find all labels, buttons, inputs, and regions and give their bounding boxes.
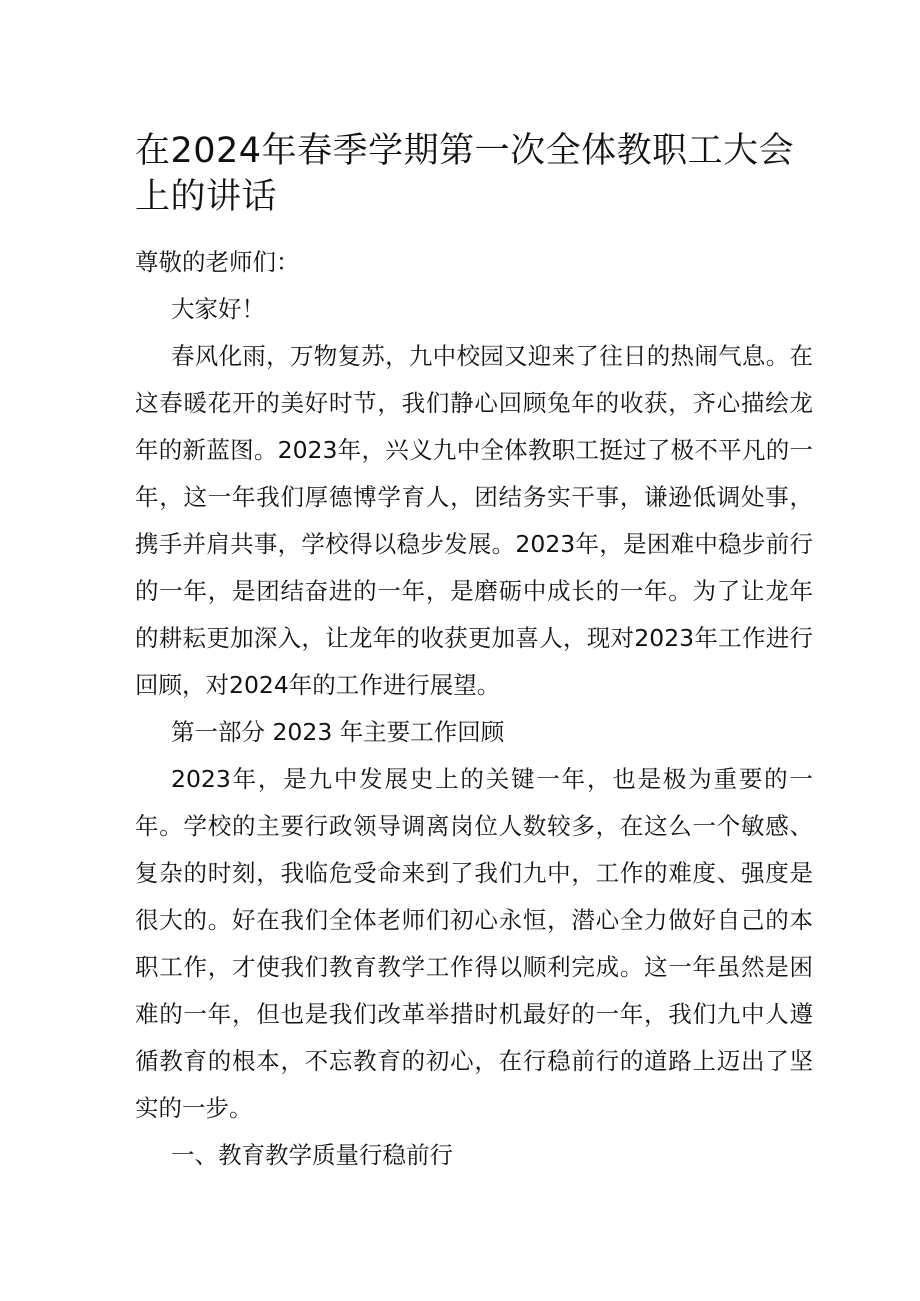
paragraph-review: 2023年，是九中发展史上的关键一年，也是极为重要的一年。学校的主要行政领导调离岗位人数较多，在这么一个敏感、复杂的时刻，我临危受命来到了我们九中，工作的难度、强度是很大的。好在我们全体老师们初心永恒，潜心全力做好自己的本职工作，才使我们教育教学工作得以顺利完成。这一年虽然是困难的一年，但也是我们改革举措时机最好的一年，我们九中人遵循教育的根本，不忘教育的初心，在行稳前行的道路上迈出了坚实的一步。 — [135, 765, 813, 1122]
greeting: 大家好！ — [171, 295, 265, 323]
document-body — [135, 239, 813, 1179]
document-title: 在2024年春季学期第一次全体教职工大会上的讲话 — [135, 131, 795, 217]
salutation: 尊敬的老师们： — [135, 248, 300, 276]
subsection-heading: 一、教育教学质量行稳前行 — [171, 1141, 453, 1169]
section-heading: 第一部分 2023 年主要工作回顾 — [171, 718, 505, 746]
paragraph-intro: 春风化雨，万物复苏，九中校园又迎来了往日的热闹气息。在这春暖花开的美好时节，我们静心回顾兔年的收获，齐心描绘龙年的新蓝图。2023年，兴义九中全体教职工挺过了极不平凡的一年，这一年我们厚德博学育人，团结务实干事，谦逊低调处事，携手并肩共事，学校得以稳步发展。2023年，是困难中稳步前行的一年，是团结奋进的一年，是磨砺中成长的一年。为了让龙年的耕耘更加深入，让龙年的收获更加喜人，现对2023年工作进行回顾，对2024年的工作进行展望。 — [135, 342, 813, 699]
